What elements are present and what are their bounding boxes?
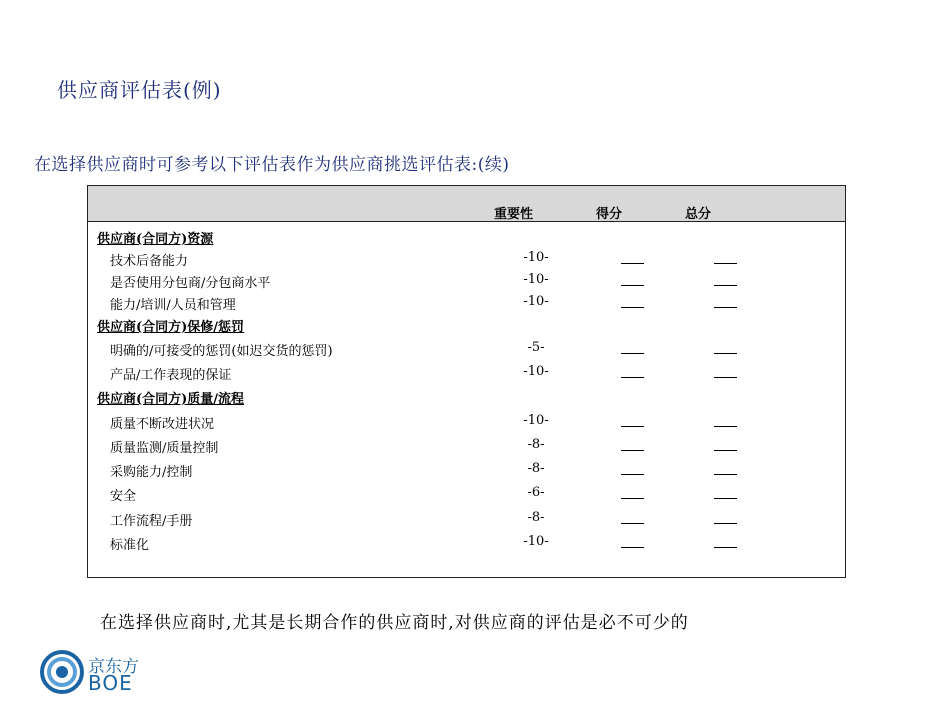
importance-value: -8- bbox=[527, 510, 545, 525]
total-blank[interactable] bbox=[714, 474, 737, 475]
score-blank[interactable] bbox=[621, 547, 644, 548]
criterion-label: 是否使用分包商/分包商水平 bbox=[110, 276, 271, 291]
boe-logo bbox=[40, 650, 150, 698]
table-row bbox=[88, 340, 845, 362]
header-total: 总分 bbox=[685, 207, 712, 222]
importance-value: -10- bbox=[523, 294, 549, 309]
importance-value: -8- bbox=[527, 437, 545, 452]
table-header bbox=[88, 186, 845, 222]
table-row bbox=[88, 272, 845, 294]
total-blank[interactable] bbox=[714, 285, 737, 286]
total-blank[interactable] bbox=[714, 450, 737, 451]
table-row bbox=[88, 413, 845, 435]
total-blank[interactable] bbox=[714, 263, 737, 264]
importance-value: -10- bbox=[523, 534, 549, 549]
table-row bbox=[88, 510, 845, 532]
table-row bbox=[88, 437, 845, 459]
table-row bbox=[88, 250, 845, 272]
importance-value: -6- bbox=[527, 485, 545, 500]
criterion-label: 技术后备能力 bbox=[110, 254, 189, 269]
score-blank[interactable] bbox=[621, 285, 644, 286]
logo-text-en: BOE bbox=[88, 671, 133, 695]
score-blank[interactable] bbox=[621, 523, 644, 524]
section-label: 供应商(合同方)质量/流程 bbox=[97, 392, 245, 407]
footnote: 在选择供应商时,尤其是长期合作的供应商时,对供应商的评估是必不可少的 bbox=[100, 613, 689, 633]
importance-value: -8- bbox=[527, 461, 545, 476]
score-blank[interactable] bbox=[621, 377, 644, 378]
criterion-label: 工作流程/手册 bbox=[110, 514, 193, 529]
section-header bbox=[88, 228, 845, 250]
score-blank[interactable] bbox=[621, 307, 644, 308]
score-blank[interactable] bbox=[621, 263, 644, 264]
table-row bbox=[88, 294, 845, 316]
importance-value: -5- bbox=[527, 340, 545, 355]
header-importance: 重要性 bbox=[494, 207, 534, 222]
total-blank[interactable] bbox=[714, 523, 737, 524]
section-label: 供应商(合同方)资源 bbox=[97, 232, 214, 247]
total-blank[interactable] bbox=[714, 353, 737, 354]
importance-value: -10- bbox=[523, 272, 549, 287]
criterion-label: 标准化 bbox=[110, 538, 150, 553]
total-blank[interactable] bbox=[714, 498, 737, 499]
page-title: 供应商评估表(例) bbox=[57, 78, 222, 102]
criterion-label: 明确的/可接受的惩罚(如迟交货的惩罚) bbox=[110, 344, 333, 359]
criterion-label: 能力/培训/人员和管理 bbox=[110, 298, 236, 313]
table-row bbox=[88, 461, 845, 483]
section-header bbox=[88, 316, 845, 338]
evaluation-table bbox=[87, 185, 846, 578]
importance-value: -10- bbox=[523, 250, 549, 265]
boe-logo-icon bbox=[40, 650, 84, 694]
criterion-label: 质量监测/质量控制 bbox=[110, 441, 219, 456]
criterion-label: 安全 bbox=[110, 489, 137, 504]
criterion-label: 采购能力/控制 bbox=[110, 465, 193, 480]
table-row bbox=[88, 485, 845, 507]
criterion-label: 产品/工作表现的保证 bbox=[110, 368, 232, 383]
score-blank[interactable] bbox=[621, 450, 644, 451]
total-blank[interactable] bbox=[714, 307, 737, 308]
page-subtitle: 在选择供应商时可参考以下评估表作为供应商挑选评估表:(续) bbox=[34, 155, 510, 175]
criterion-label: 质量不断改进状况 bbox=[110, 417, 215, 432]
score-blank[interactable] bbox=[621, 498, 644, 499]
logo-text-cn: 京东方 bbox=[88, 657, 139, 677]
importance-value: -10- bbox=[523, 413, 549, 428]
table-row bbox=[88, 534, 845, 556]
total-blank[interactable] bbox=[714, 426, 737, 427]
score-blank[interactable] bbox=[621, 474, 644, 475]
header-score: 得分 bbox=[596, 207, 623, 222]
score-blank[interactable] bbox=[621, 353, 644, 354]
section-header bbox=[88, 388, 845, 410]
importance-value: -10- bbox=[523, 364, 549, 379]
score-blank[interactable] bbox=[621, 426, 644, 427]
section-label: 供应商(合同方)保修/惩罚 bbox=[97, 320, 245, 335]
table-row bbox=[88, 364, 845, 386]
total-blank[interactable] bbox=[714, 547, 737, 548]
total-blank[interactable] bbox=[714, 377, 737, 378]
